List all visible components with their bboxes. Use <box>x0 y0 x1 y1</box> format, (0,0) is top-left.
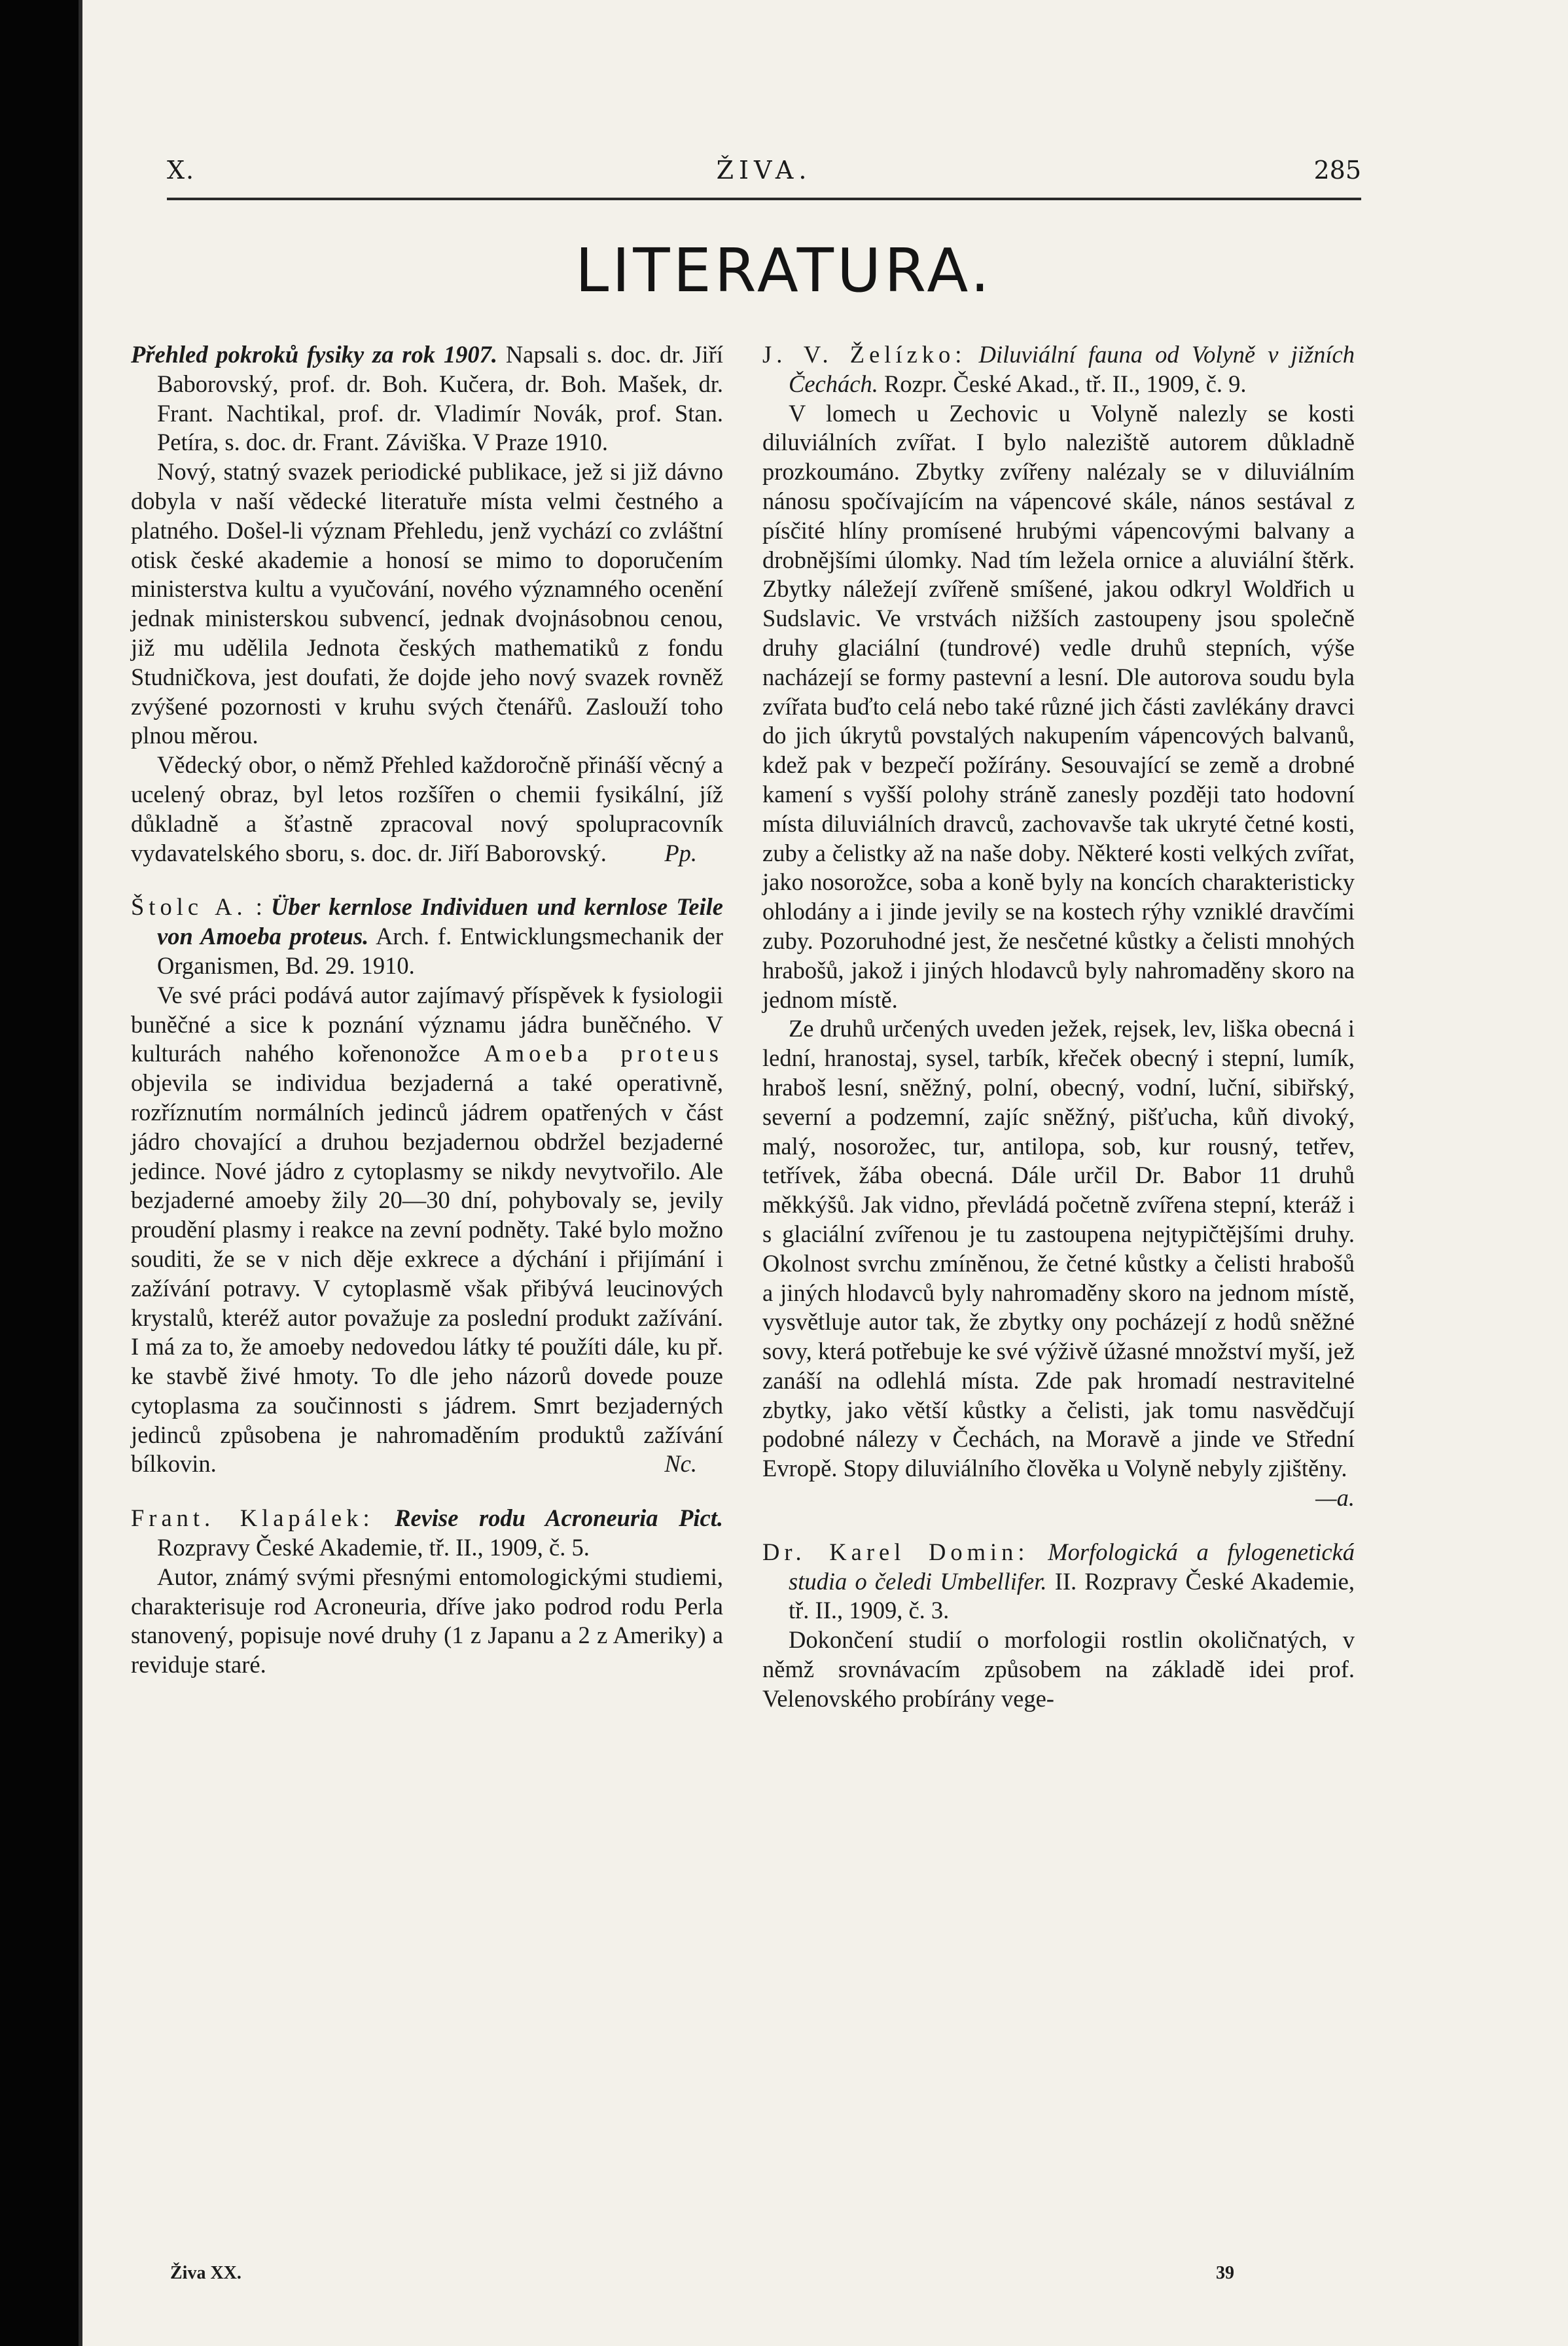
section-title: LITERATURA. <box>575 236 993 306</box>
review-paragraph: Autor, známý svými přesnými entomologickými studiemi, charakterisuje rod Acroneuria, dříve jako podrod rodu Perla stanovený, popisuje nové druhy (1 z Japanu a 2 z Ameriky) a reviduje staré. <box>131 1563 723 1679</box>
review-title: Über kernlose Individuen und kernlose Teile von Amoeba proteus. <box>157 893 723 950</box>
review-title: Revise rodu Acroneuria Pict. <box>395 1504 723 1532</box>
review-signature: Pp. <box>664 839 697 866</box>
review-paragraph <box>131 751 723 868</box>
review-entry-heading: Štolc A. : Über kernlose Individuen und kernlose Teile von Amoeba proteus. Arch. f. Entwicklungsmechanik der Organismen, Bd. 29. 1910. <box>131 893 723 979</box>
review-title: Diluviální fauna od Volyně v jižních Čechách. <box>789 341 1355 397</box>
footer-sheet-number: 39 <box>1216 2263 1234 2283</box>
review-paragraph: Dokončení studií o morfologii rostlin okoličnatých, v němž srovnávacím způsobem na základě idei prof. Velenovského probírány vege- <box>762 1626 1355 1712</box>
review-paragraph: V lomech u Zechovic u Volyně nalezly se kosti diluviálních zvířat. I bylo naleziště autorem důkladně prozkoumáno. Zbytky zvířeny nalézaly se v diluviálním nánosu spočívajícím na vápencové skále, nános sestával z písčité hlíny promísené hrubými vápencovými balvany a drobnějšími úlomky. Nad tím ležela ornice a aluviální štěrk. Zbytky náležejí zvířeně smíšené, jakou odkryl Woldřich u Sudslavic. Ve vrstvách nižších zastoupeny jsou společně druhy glaciální (tundrové) vedle druhů stepních, výše nacházejí se formy pastevní a lesní. Dle autorova soudu byla zvířata buďto celá nebo také různé jich části zavlékány dravci do jich úkrytů povstalých nakupením vápencových balvanů, kdež pak v bezpečí požírány. Sesouvající se země a drobné kamení s vyšší polohy stráně zanesly později tato hodovní místa diluviálních dravců, zachovavše tak ukryté četné kosti, zuby a čelistky až na naše doby. Některé kosti velkých zvířat, jako nosorožce, soba a koně byly na koncích charakteristicky ohlodány a i jinde jevily se na kostech rýhy vzniklé dravčími zuby. Pozoruhodné jest, že nesčetné kůstky a čelisti mnohých hrabošů, jakož i jiných hlodavců byly nahromaděny skoro na jednom místě. <box>762 399 1355 1013</box>
review-text: objevila se individua bezjaderná a také operativně, rozříznutím normálních jedinců jádrem opatřených v část jádro chovající a druhou bezjadernou obdržel bezjaderné jedince. Nové jádro z cytoplasmy se nikdy nevytvořilo. Ale bezjaderné amoeby žily 20—30 dní, pohybovaly se, jevily proudění plasmy i reakce na zevní podněty. Také bylo možno souditi, že se v nich děje exkrece a dýchání i přijímání i zažívání potravy. V cytoplasmě však přibývá leucinových krystalů, kteréž autor považuje za poslední produkt zažívání. I má za to, že amoeby nedovedou látky té použíti dále, ku př. ke stavbě živé hmoty. To dle jeho názorů dovede pouze cytoplasma za součinnosti s jádrem. Smrt bezjaderných jedinců způsobena je nahromaděním produktů zažívání bílkovin. <box>131 1069 723 1478</box>
review-paragraph <box>762 1014 1355 1512</box>
review-text: Ze druhů určených uveden ježek, rejsek, lev, liška obecná i lední, hranostaj, sysel, tarbík, křeček obecný i stepní, lumík, hraboš lesní, sněžný, polní, obecný, vodní, luční, sibiřský, severní a podzemní, zajíc sněžný, pišťucha, kůň divoký, malý, nosorožec, tur, antilopa, sob, kur rousný, tetřev, tetřívek, žába obecná. Dále určil Dr. Babor 11 druhů měkkýšů. Jak vidno, převládá početně zvířena stepní, kteráž i s glaciální zvířenou je tu zastoupena nejtypičtějšími druhy. Okolnost svrchu zmíněnou, že četné kůstky a čelisti hrabošů a jiných hlodavců byly nahromaděny skoro na jednom místě, vysvětluje autor tak, že zbytky ony pocházejí z hodů sněžné sovy, která potřebuje ke své výživě úžasné množství myší, jež zanáší na odlehlá místa. Zde pak hromadí nestravitelné zbytky, jako větší kůstky a čelisti, jak tomu nasvědčují podobné nálezy v Čechách, na Moravě a jinde ve Střední Evropě. Stopy diluviálního člověka u Volyně nebyly zjištěny. <box>762 1015 1355 1482</box>
review-citation: Rozpravy České Akademie, tř. II., 1909, č. 5. <box>157 1534 590 1561</box>
review-author: Dr. Karel Domin: <box>762 1538 1029 1565</box>
header-rule <box>167 198 1361 200</box>
footer-signature-mark: Živa XX. <box>170 2263 241 2283</box>
review-title: Morfologická a fylogenetická studia o čeledi Umbellifer. <box>789 1538 1355 1595</box>
volume-number: X. <box>167 156 196 185</box>
review-paragraph: Nový, statný svazek periodické publikace, jež si již dávno dobyla v naší vědecké literatuře místa velmi čestného a platného. Došel-li význam Přehledu, jenž vychází co zvláštní otisk české akademie a honosí se mimo to doporučením ministerstva kultu a vyučování, nového významného ocenění jednak ministerskou subvencí, jednak dvojnásobnou cenou, již mu udělila Jednota českých mathematiků z fondu Studničkova, jest doufati, že dojde jeho nový svazek rovněž zvýšené pozornosti v kruhu svých čtenářů. Zaslouží toho plnou měrou. <box>131 458 723 749</box>
review-citation: II. Rozpravy České Akademie, tř. II., 1909, č. 3. <box>789 1567 1355 1624</box>
review-citation: Napsali s. doc. dr. Jiří Baborovský, prof. dr. Boh. Kučera, dr. Boh. Mašek, dr. Frant. Nachtikal, prof. dr. Vladimír Novák, prof. Stan. Petíra, s. doc. dr. Frant. Záviška. V Praze 1910. <box>157 341 723 456</box>
review-title: Přehled pokroků fysiky za rok 1907. <box>131 341 497 368</box>
review-entry-heading <box>131 340 723 457</box>
review-entry-heading <box>762 340 1355 399</box>
review-text: Ve své práci podává autor zajímavý příspěvek k fysiologii buněčné a sice k poznání významu jádra buněčného. V kulturách nahého kořenonožce <box>131 981 723 1067</box>
species-name: Amoeba proteus <box>484 1040 723 1067</box>
review-text: Vědecký obor, o němž Přehled každoročně přináší věcný a ucelený obraz, byl letos rozšířen o chemii fysikální, jíž důkladně a šťastně zpracoval nový spolupracovník vydavatelského sboru, s. doc. dr. Jiří Baborovský. <box>131 751 723 866</box>
review-author: J. V. Želízko: <box>762 341 967 368</box>
page-binding-edge <box>79 0 82 2346</box>
review-entry-heading <box>762 1538 1355 1626</box>
review-author: Frant. Klapálek: <box>131 1504 374 1532</box>
review-paragraph <box>131 981 723 1480</box>
review-entry-heading <box>131 1504 723 1563</box>
scan-dark-margin <box>0 0 79 2346</box>
review-author: Štolc A. <box>131 893 247 921</box>
review-citation: Rozpr. České Akad., tř. II., 1909, č. 9. <box>883 370 1247 397</box>
journal-title: ŽIVA. <box>716 156 812 185</box>
page-number: 285 <box>1313 156 1361 185</box>
left-column <box>131 340 723 1680</box>
running-head <box>167 156 1361 195</box>
review-citation: Arch. f. Entwicklungsmechanik der Organismen, Bd. 29. 1910. <box>157 923 723 979</box>
review-signature: —a. <box>1315 1484 1355 1512</box>
right-column <box>762 340 1355 1714</box>
review-signature: Nc. <box>664 1450 697 1478</box>
